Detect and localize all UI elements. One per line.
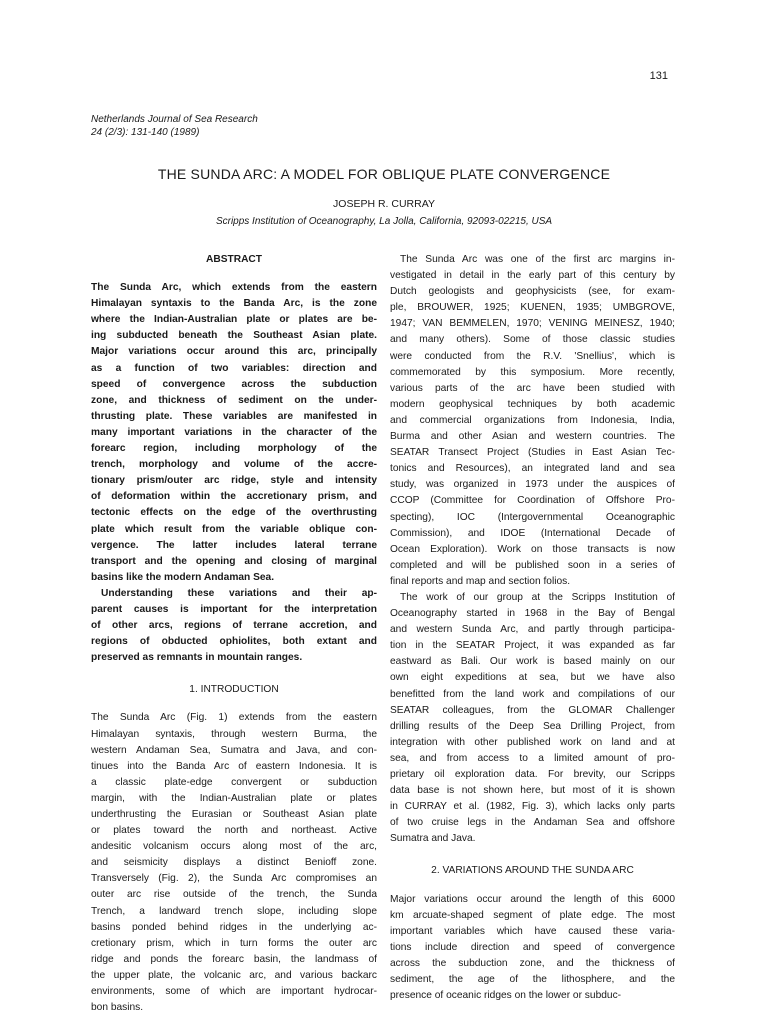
right-paragraph-3 (390, 892, 675, 1005)
text-line: across the subduction zone, and the thickness of (390, 957, 675, 969)
author-affiliation: Scripps Institution of Oceanography, La Jolla, California, 92093-02215, USA (215, 216, 553, 227)
text-line: and commercial organizations from Indonesia, India, (390, 414, 675, 426)
text-line: 1947; VAN BEMMELEN, 1970; VENING MEINESZ, 1940; (390, 318, 675, 330)
text-line: trench, morphology and volume of the accre- (91, 459, 377, 471)
text-line: Himalayan syntaxis, through western Burma, the (91, 728, 377, 740)
text-line: CCOP (Committee for Coordination of Offshore Pro- (390, 495, 675, 507)
text-line: tionary prism/outer arc ridge, style and intensity (91, 475, 377, 487)
text-line: bon basins. (91, 1002, 144, 1014)
text-line: basins ponded behind ridges in the underlying ac- (91, 921, 377, 933)
text-line: sediment, the age of the lithosphere, and the (390, 974, 675, 986)
text-line: vestigated in detail in the early part of this century by (390, 270, 675, 282)
text-line: Transversely (Fig. 2), the Sunda Arc compromises an (91, 873, 377, 885)
text-line: final reports and map and section folios. (390, 575, 571, 587)
introduction-heading: 1. INTRODUCTION (189, 684, 279, 696)
text-line: Commission), and IDOE (International Decade of (390, 527, 675, 539)
text-line: parent causes is important for the interpretation (91, 603, 377, 615)
section-2-heading: 2. VARIATIONS AROUND THE SUNDA ARC (431, 865, 634, 877)
text-line: data base is not shown here, but most of it is shown (390, 785, 675, 797)
left-column (91, 252, 377, 1016)
text-line: modern geophysical techniques by both academic (390, 398, 675, 410)
abstract-heading: ABSTRACT (205, 254, 263, 265)
text-line: completed and will be published soon in a series of (390, 559, 675, 571)
text-line: Oceanography started in 1968 in the Bay of Bengal (390, 608, 675, 620)
text-line: margin, with the Indian-Australian plate or plates (91, 792, 377, 804)
text-line: outer arc rise outside of the trench, the Sunda (91, 889, 377, 901)
text-line: various parts of the arc have been studied with (390, 382, 675, 394)
text-line: ple, BROUWER, 1925; KUENEN, 1935; UMBGROVE, (390, 302, 675, 314)
text-line: SEATAR Transect Project (Studies in East Asian Tec- (390, 447, 675, 459)
text-line: underthrusting the Eurasian or Southeast Asian plate (91, 809, 377, 820)
text-line: of other arcs, regions of terrane accretion, and (91, 620, 377, 632)
text-line: important variables which have caused these varia- (390, 925, 675, 937)
text-line: The Sunda Arc (Fig. 1) extends from the eastern (91, 712, 377, 724)
text-line: ing subducted beneath the Southeast Asian plate. (91, 330, 377, 342)
text-line: drilling results of the Deep Sea Drilling Project, from (390, 720, 675, 732)
paper-title: THE SUNDA ARC: A MODEL FOR OBLIQUE PLATE CONVERGENCE (157, 166, 611, 182)
text-line: km arcuate-shaped segment of plate edge. The most (390, 909, 675, 921)
author-name: JOSEPH R. CURRAY (333, 198, 435, 210)
text-line: benefitted from the land work and compilations of our (390, 688, 675, 700)
page-number: 131 (649, 70, 668, 82)
abstract-body-paragraph-2 (91, 586, 377, 666)
text-line: thrusting plate. These variables are manifested in (91, 410, 377, 422)
text-line: forearc region, including morphology of the (91, 443, 377, 455)
text-line: in CURRAY et al. (1982, Fig. 3), which lacks only parts (390, 801, 675, 813)
text-line: Trench, a landward trench slope, including slope (91, 905, 377, 917)
right-column (390, 252, 675, 1004)
text-line: Understanding these variations and their ap- (101, 587, 377, 599)
text-line: prietary oil exploration data. For brevity, our Scripps (390, 769, 675, 780)
text-line: study, was organized in 1973 under the auspices of (390, 479, 675, 491)
text-line: Ocean Exploration). Work on those transacts is now (390, 543, 675, 555)
right-paragraph-1 (390, 252, 675, 590)
text-line: transport and the opening and closing of marginal (91, 555, 377, 567)
text-line: SEATAR colleagues, from the GLOMAR Challenger (390, 704, 675, 716)
text-line: andesitic volcanism occurs along most of the arc, (91, 841, 377, 853)
text-line: Burma and other Asian and western countries. The (390, 431, 675, 443)
journal-name: Netherlands Journal of Sea Research (91, 114, 258, 125)
text-line: Major variations occur around the length of this 6000 (390, 893, 675, 905)
text-line: and western Sunda Arc, and partly through participa- (390, 624, 675, 636)
text-line: a classic plate-edge convergent or subduction (91, 776, 377, 788)
abstract-body (91, 280, 377, 586)
text-line: ridge and ponds the forearc basin, the landmass of (91, 953, 377, 965)
text-line: The Sunda Arc, which extends from the eastern (91, 282, 377, 294)
text-line: of deformation within the accretionary prism, and (91, 491, 377, 503)
text-line: and many others). Some of those classic studies (390, 334, 675, 346)
text-line: tectonic effects on the edge of the overthrusting (91, 507, 377, 519)
text-line: commemorated by this symposium. More recently, (390, 366, 675, 378)
text-line: vergence. The latter includes lateral terrane (91, 539, 377, 551)
text-line: eastward as Bali. Our work is based mainly on our (390, 656, 675, 668)
text-line: Major variations occur around this arc, principally (91, 346, 377, 358)
right-paragraph-2 (390, 590, 675, 848)
text-line: where the Indian-Australian plate or plates are be- (91, 314, 377, 326)
text-line: Sumatra and Java. (390, 833, 476, 845)
text-line: tonics and Resources), an integrated land and sea (390, 463, 675, 475)
text-line: zone, and thickness of sediment on the under- (91, 394, 377, 406)
text-line: the upper plate, the volcanic arc, and various backarc (91, 969, 377, 981)
text-line: cretionary prism, which in turn forms the outer arc (91, 937, 377, 949)
text-line: preserved as remnants in mountain ranges. (91, 652, 303, 664)
text-line: environments, some of which are important hydrocar- (91, 986, 377, 998)
text-line: Dutch geologists and geophysicists (see, for exam- (390, 286, 675, 298)
journal-citation (91, 113, 258, 139)
text-line: many important variations in the character of the (91, 426, 377, 438)
text-line: specting), IOC (Intergovernmental Oceanographic (390, 511, 675, 523)
text-line: plate which result from the variable oblique con- (91, 523, 377, 535)
text-line: regions of obducted ophiolites, both extant and (91, 636, 377, 648)
text-line: as a function of two variables: direction and (91, 362, 377, 374)
text-line: basins like the modern Andaman Sea. (91, 571, 275, 583)
text-line: own eight expeditions at sea, but we have also (390, 672, 675, 684)
text-line: or plates toward the north and northeast. Active (91, 825, 377, 837)
journal-volume: 24 (2/3): 131-140 (1989) (91, 127, 200, 138)
introduction-body (91, 710, 377, 1016)
text-line: and seismicity displays a distinct Benioff zone. (91, 857, 377, 869)
text-line: The Sunda Arc was one of the first arc margins in- (400, 254, 675, 265)
text-line: integration with other published work on land and at (390, 736, 675, 748)
text-line: tion in the SEATAR Project, it was expanded as far (390, 640, 675, 652)
text-line: presence of oceanic ridges on the lower or subduc- (390, 990, 622, 1002)
text-line: tinues into the Banda Arc of eastern Indonesia. It is (91, 760, 377, 772)
text-line: The work of our group at the Scripps Institution of (400, 591, 675, 603)
text-line: speed of convergence across the subduction (91, 378, 377, 390)
text-line: were conducted from the R.V. 'Snellius', which is (390, 350, 675, 362)
text-line: of two cruise legs in the Andaman Sea and offshore (390, 817, 675, 829)
text-line: tions include direction and speed of convergence (390, 941, 675, 953)
text-line: western Andaman Sea, Sumatra and Java, and con- (91, 744, 377, 756)
text-line: sea, and from access to a limited amount of pro- (390, 752, 675, 764)
text-line: Himalayan syntaxis to the Banda Arc, is the zone (91, 298, 377, 310)
